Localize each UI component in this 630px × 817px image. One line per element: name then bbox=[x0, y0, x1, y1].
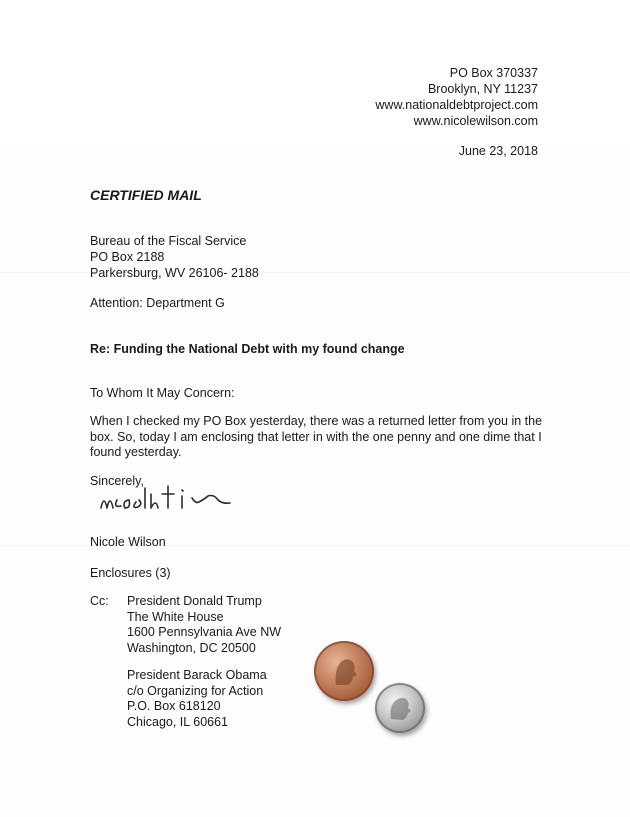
cc-line: Chicago, IL 60661 bbox=[127, 714, 229, 729]
enclosures-note: Enclosures (3) bbox=[90, 566, 171, 580]
sender-name: Nicole Wilson bbox=[90, 535, 166, 549]
return-address-line2: Brooklyn, NY 11237 bbox=[427, 82, 538, 96]
penny-coin bbox=[314, 641, 374, 701]
return-address-line1: PO Box 370337 bbox=[449, 66, 538, 80]
cc-line: President Barack Obama bbox=[127, 668, 267, 682]
letter-date: June 23, 2018 bbox=[458, 144, 538, 158]
cc-line: 1600 Pennsylvania Ave NW bbox=[127, 625, 282, 639]
roosevelt-profile-icon bbox=[375, 683, 425, 733]
letter-body: When I checked my PO Box yesterday, there was a returned letter from you in the box. So, today I am enclosing that letter in with the one penny and one dime that I found yesterday. bbox=[90, 414, 543, 459]
cc-line: c/o Organizing for Action bbox=[127, 683, 264, 698]
cc-label: Cc: bbox=[90, 594, 109, 608]
cc-recipient bbox=[127, 594, 281, 656]
closing: Sincerely, bbox=[90, 474, 144, 488]
subject-line: Re: Funding the National Debt with my found change bbox=[90, 342, 405, 356]
cc-recipient bbox=[127, 668, 267, 730]
salutation: To Whom It May Concern: bbox=[90, 386, 235, 400]
dime-coin bbox=[375, 683, 425, 733]
handwritten-signature bbox=[98, 482, 248, 516]
recipient-address-line: Parkersburg, WV 26106- 2188 bbox=[90, 266, 259, 280]
recipient-address-line: PO Box 2188 bbox=[90, 250, 165, 264]
cc-line: P.O. Box 618120 bbox=[127, 699, 221, 713]
website-link[interactable]: www.nationaldebtproject.com bbox=[375, 98, 538, 112]
lincoln-profile-icon bbox=[314, 641, 374, 701]
cc-line: The White House bbox=[127, 609, 224, 624]
cc-line: Washington, DC 20500 bbox=[127, 640, 256, 655]
recipient-name: Bureau of the Fiscal Service bbox=[90, 234, 247, 248]
delivery-method: CERTIFIED MAIL bbox=[90, 187, 202, 203]
attention-line: Attention: Department G bbox=[90, 296, 225, 310]
cc-line: President Donald Trump bbox=[127, 594, 262, 608]
website-link[interactable]: www.nicolewilson.com bbox=[413, 114, 538, 128]
